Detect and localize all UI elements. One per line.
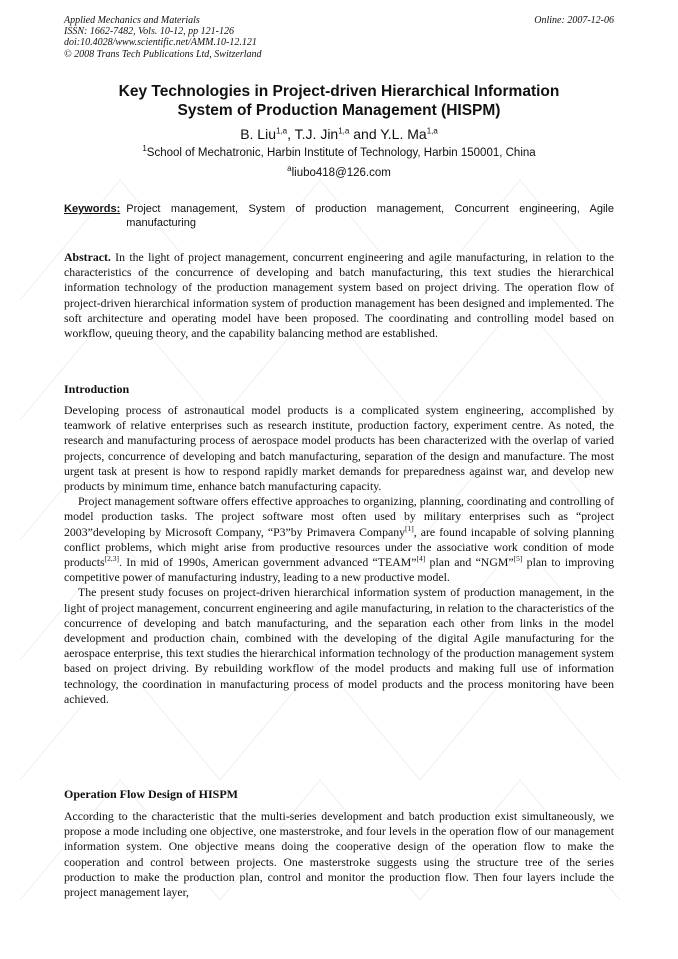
author-separator: , <box>287 126 295 142</box>
email-address[interactable]: liubo418@126.com <box>291 167 391 179</box>
email-marker: a <box>287 164 292 174</box>
introduction-body <box>64 403 614 707</box>
online-date: Online: 2007-12-06 <box>534 15 614 26</box>
author-email <box>64 164 614 179</box>
intro-p2-text: Project management software offers effective approaches to organizing, planning, coordinating and controlling of model production tasks. The project software most often used by military enterprises such as “project 2003”developing by Microsoft Company, “P3”by Primavera Company <box>64 494 614 539</box>
citation-ref[interactable]: [4] <box>416 554 426 564</box>
abstract <box>64 250 614 341</box>
affiliation <box>64 144 614 159</box>
abstract-text: In the light of project management, concurrent engineering and agile manufacturing, in relation to the characteristics of the concurrence of developing and batch manufacturing, this text studies the hierarchical information technology of the production management system based on project driving. The operation flow of project-driven hierarchical information system of production management has been designed and implemented. The soft architecture and operating model have been proposed. The coordinating and controlling model based on workflow, queuing theory, and the capability balancing method are established. <box>64 250 614 341</box>
journal-doi: doi:10.4028/www.scientific.net/AMM.10-12.121 <box>64 37 257 49</box>
intro-paragraph-3: The present study focuses on project-driven hierarchical information system of production management, in the light of project management, concurrent engineering and agile manufacturing, in relation to the characteristics of the concurrence of developing and batch manufacturing, and the separation each other from links in the model development and production chain, combined with the developing of the digital Agile manufacturing for the aerospace enterprise, this text studies the hierarchical information technology of the production management system based on project driving. By rebuilding workflow of the model products and making full use of information technology, the coordination in manufacturing process of model products and the process monitoring have been achieved. <box>64 585 614 706</box>
author-3-affil: 1,a <box>426 126 438 136</box>
author-2-affil: 1,a <box>338 126 350 136</box>
author-list <box>64 126 614 142</box>
keywords-text: Project management, System of production management, Concurrent engineering, Agile manufacturing <box>126 203 614 229</box>
citation-ref[interactable]: [1] <box>405 523 414 533</box>
intro-p2-text: plan and “NGM” <box>425 555 514 570</box>
intro-p2-text: , are found incapable of solving planning conflict problems, which might arise from productive resources under the associative work condition of mode products <box>64 524 614 570</box>
paper-title <box>64 82 614 120</box>
journal-copyright: © 2008 Trans Tech Publications Ltd, Switzerland <box>64 48 262 60</box>
abstract-paragraph <box>64 250 614 341</box>
citation-ref[interactable]: [5] <box>513 554 523 564</box>
title-line-2: System of Production Management (HISPM) <box>177 102 501 119</box>
keywords <box>64 202 614 230</box>
intro-p2-text: . In mid of 1990s, American government advanced “TEAM” <box>119 555 417 570</box>
abstract-label: Abstract. <box>64 250 111 264</box>
author-1-affil: 1,a <box>276 126 288 136</box>
journal-name: Applied Mechanics and Materials <box>64 15 200 26</box>
intro-p2-text: plan to improving competitive power of manufacturing industry, leading to a new productive model. <box>64 555 614 585</box>
affiliation-text: School of Mechatronic, Harbin Institute of Technology, Harbin 150001, China <box>146 147 536 159</box>
title-line-1: Key Technologies in Project-driven Hierarchical Information <box>118 83 560 100</box>
section-heading-operation-flow: Operation Flow Design of HISPM <box>64 787 238 801</box>
intro-paragraph-2 <box>64 494 614 585</box>
operation-flow-paragraph-1: According to the characteristic that the multi-series development and batch production exist simultaneously, we propose a mode including one objective, one masterstroke, and four levels in the operation flow of our management information system. One objective means doing the cooperative design of the operation flow to make the cooperation and control between projects. One masterstroke suggests using the structure tree of the series production to make the production plan, control and monitor the production flow. Then four layers include the project management layer, <box>64 809 614 900</box>
keywords-label: Keywords: <box>64 203 121 215</box>
section-heading-introduction: Introduction <box>64 382 130 396</box>
author-2: T.J. Jin <box>294 126 339 142</box>
author-separator: and <box>349 126 381 142</box>
affiliation-marker: 1 <box>142 144 147 154</box>
author-1: B. Liu <box>240 126 276 142</box>
intro-paragraph-1: Developing process of astronautical model products is a complicated system engineering, accomplished by teamwork of relative enterprises such as research institute, production factory, experiment centre. As noted, the research and manufacturing process of aerospace model products has been characterized with the overlap of varied projects, concurrence of developing and batch manufacturing, separation of the design and manufacture. The most urgent task at present is how to respond rapidly market demands for preparedness against war, and develop new products by minimum time, enhance batch manufacturing capacity. <box>64 403 614 494</box>
journal-header <box>64 15 614 60</box>
citation-ref[interactable]: [2,3] <box>104 554 120 564</box>
operation-flow-body <box>64 809 614 900</box>
journal-issn: ISSN: 1662-7482, Vols. 10-12, pp 121-126 <box>64 26 234 38</box>
author-3: Y.L. Ma <box>380 126 427 142</box>
